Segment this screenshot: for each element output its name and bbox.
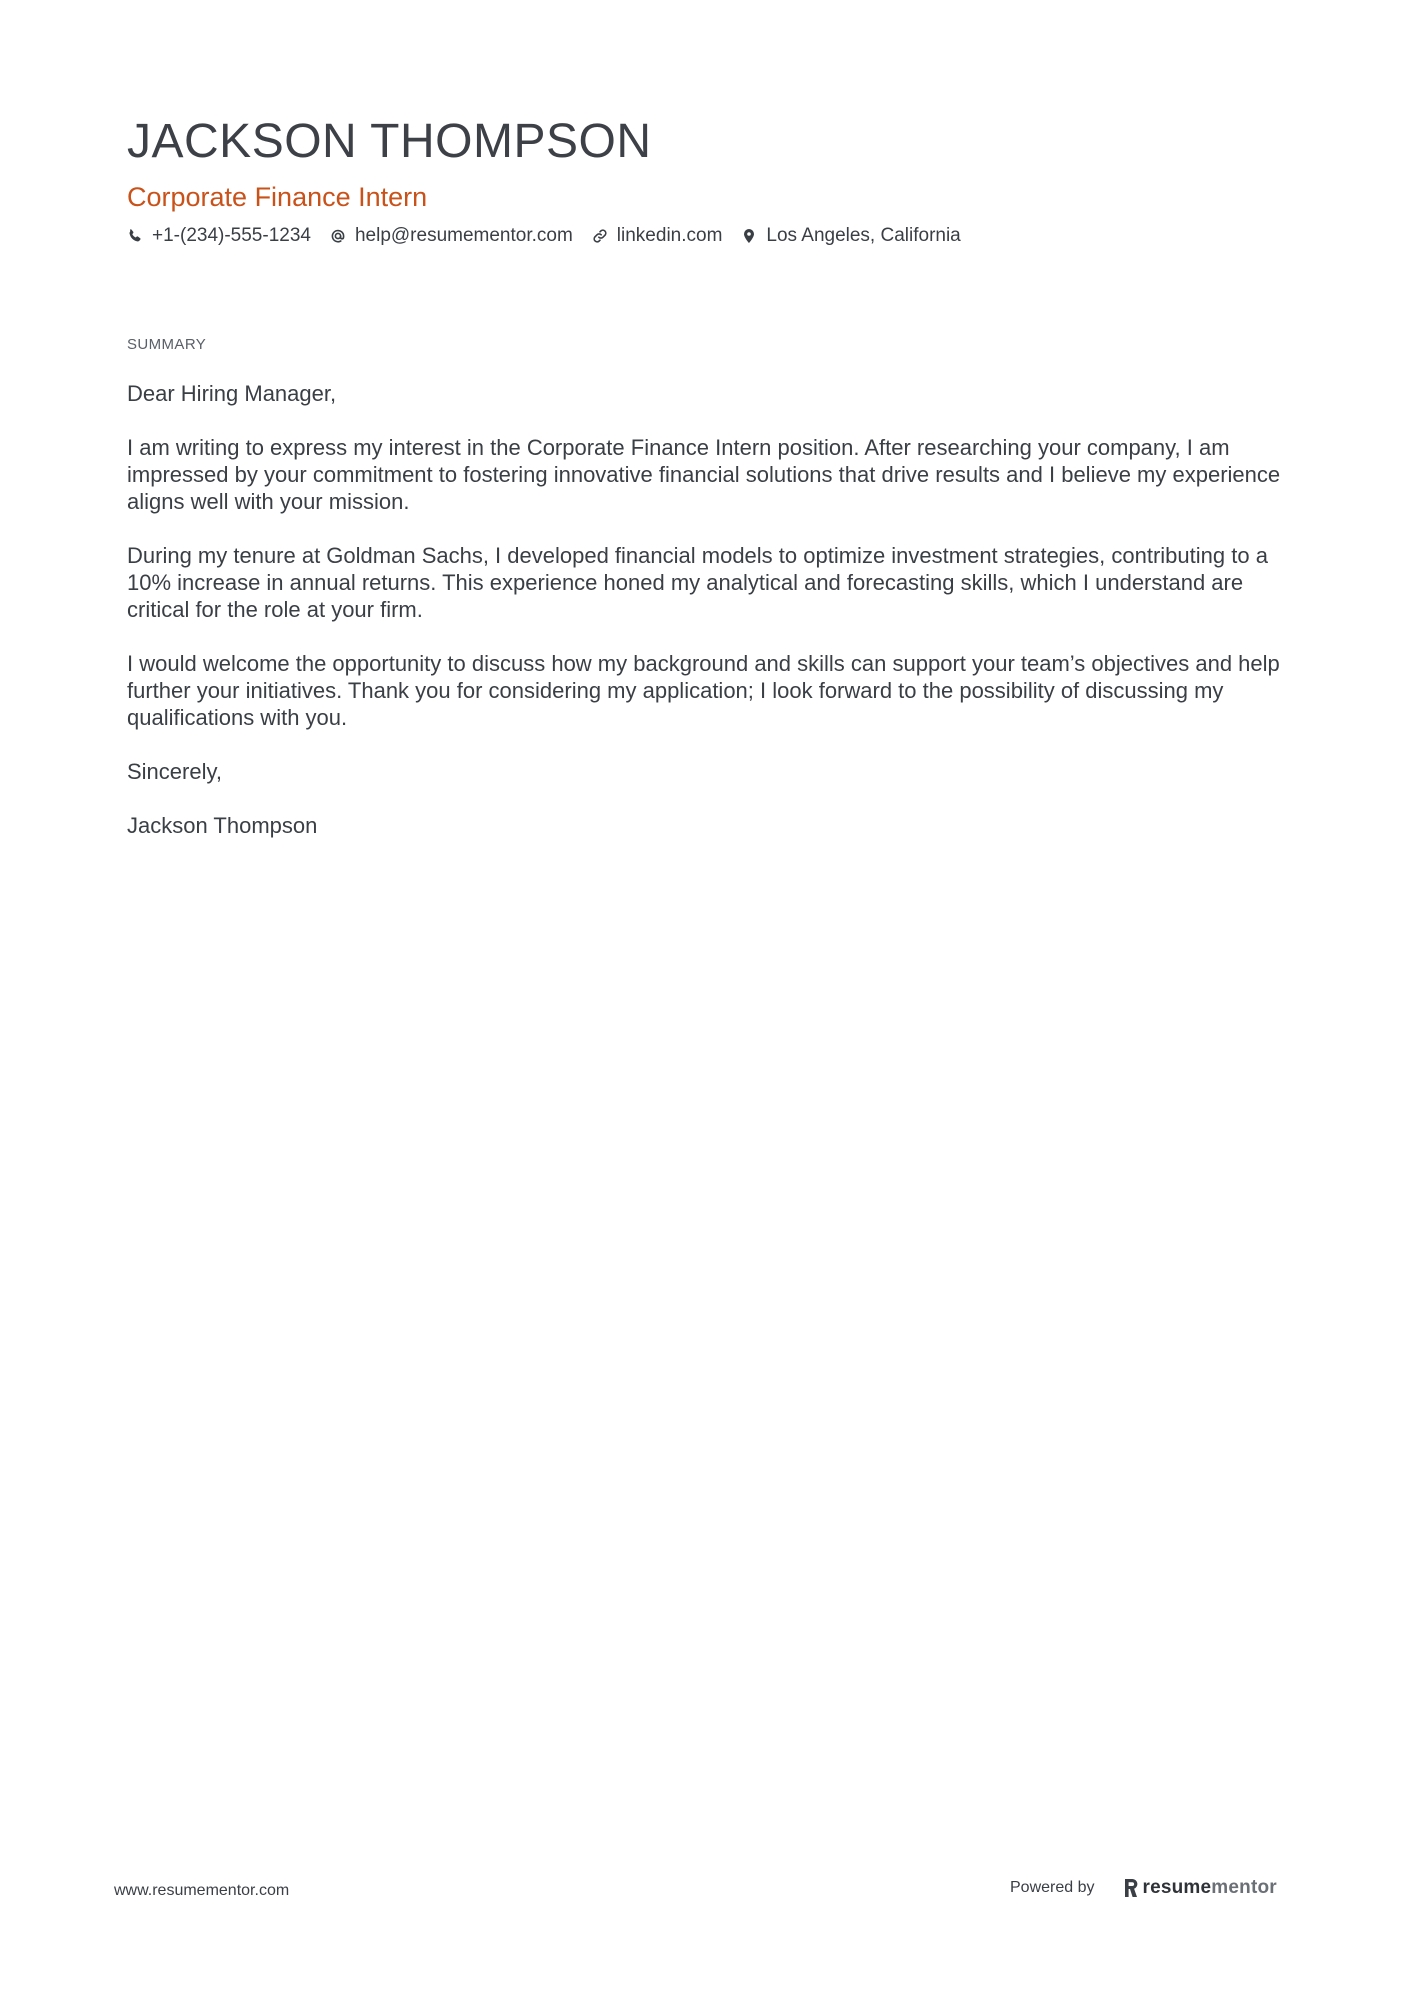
link-icon — [592, 228, 608, 244]
paragraph-1: I am writing to express my interest in the Corporate Finance Intern position. After researching your company, I am impressed by your commitment to fostering innovative financial solutions that drive results and I believe my experience aligns well with your mission. — [127, 435, 1281, 514]
phone-text: +1-(234)-555-1234 — [152, 225, 311, 246]
contact-email[interactable] — [330, 223, 573, 249]
contact-location — [741, 223, 960, 249]
candidate-name: JACKSON THOMPSON — [127, 115, 652, 168]
brand-word-bold: resume — [1142, 1877, 1212, 1898]
header — [127, 112, 1287, 249]
paragraph-3: I would welcome the opportunity to discuss how my background and skills can support your team’s objectives and help further your initiatives. Thank you for considering my application; I look forward to the possibility of discussing my qualifications with you. — [127, 651, 1280, 730]
brand-word-light: mentor — [1211, 1877, 1277, 1898]
at-icon — [330, 228, 346, 244]
signature: Jackson Thompson — [127, 813, 318, 838]
linkedin-text: linkedin.com — [616, 225, 723, 246]
phone-icon — [127, 228, 143, 244]
paragraph-2: During my tenure at Goldman Sachs, I developed financial models to optimize investment strategies, contributing to a 10% increase in annual returns. This experience honed my analytical and forecasting skills, which I understand are critical for the role at your firm. — [127, 543, 1268, 622]
location-text: Los Angeles, California — [766, 225, 961, 246]
greeting: Dear Hiring Manager, — [127, 381, 337, 406]
location-pin-icon — [741, 228, 757, 244]
powered-by-label: Powered by — [1010, 1879, 1095, 1896]
section-label-summary: SUMMARY — [127, 336, 207, 353]
resumementor-logo-icon — [1123, 1878, 1139, 1898]
job-title: Corporate Finance Intern — [127, 182, 428, 212]
powered-by — [1010, 1877, 1277, 1899]
contact-phone — [127, 223, 311, 249]
brand-logo[interactable] — [1123, 1877, 1277, 1899]
contact-bar — [127, 223, 1287, 249]
contact-linkedin[interactable] — [592, 223, 723, 249]
letter-body — [127, 380, 1292, 866]
footer-website-link[interactable]: www.resumementor.com — [114, 1882, 290, 1899]
closing: Sincerely, — [127, 759, 222, 784]
email-text: help@resumementor.com — [354, 225, 573, 246]
